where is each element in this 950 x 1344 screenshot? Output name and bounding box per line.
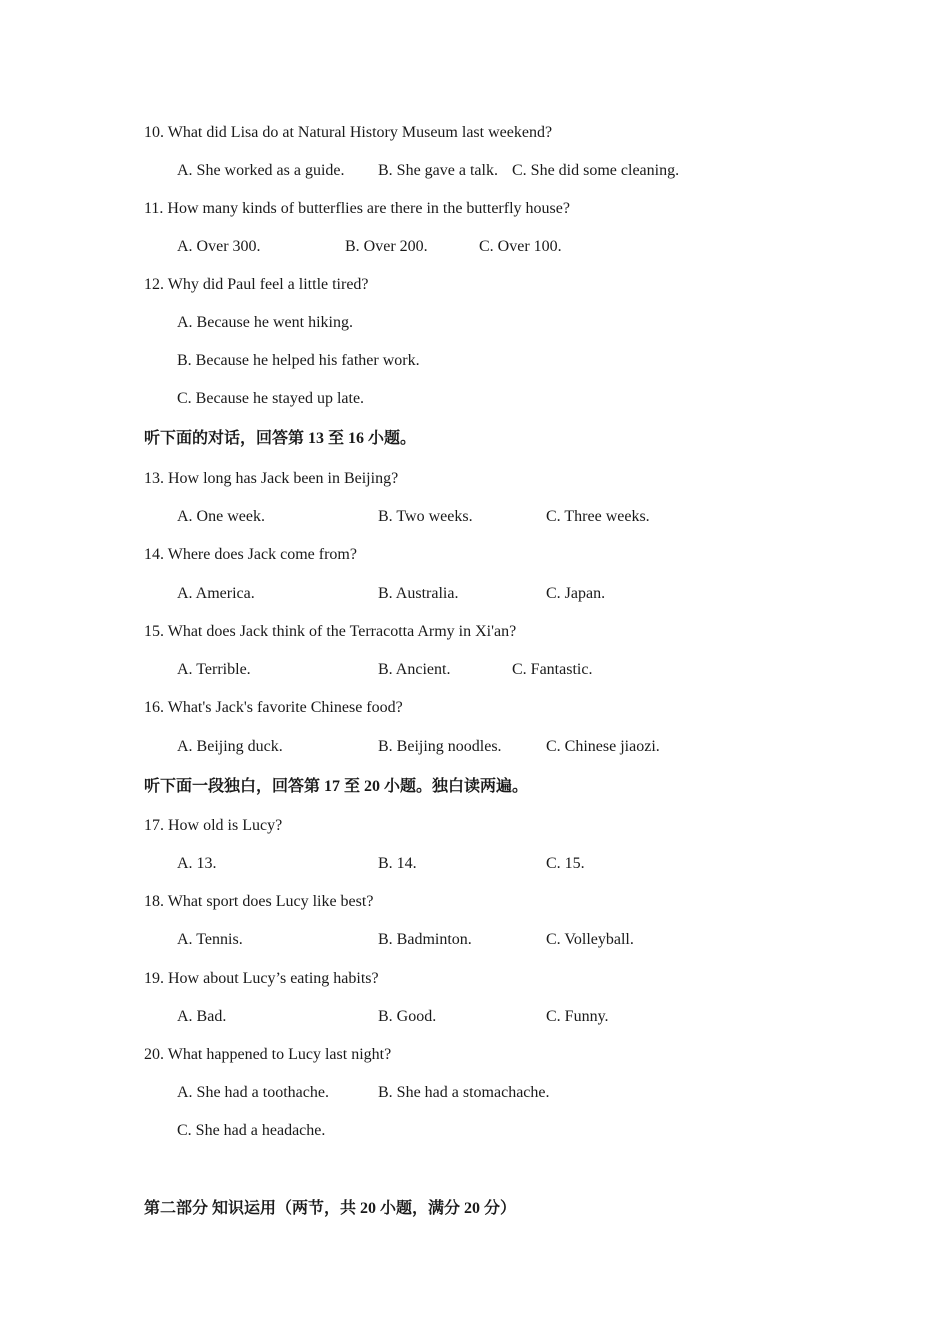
question-stem: 17. How old is Lucy? bbox=[144, 817, 283, 834]
option-c: C. She did some cleaning. bbox=[512, 162, 680, 179]
option-b: B. Beijing noodles. bbox=[378, 738, 502, 755]
question-12 bbox=[0, 275, 950, 295]
option-b: B. Over 200. bbox=[345, 238, 428, 255]
question-10 bbox=[0, 123, 950, 143]
question-11 bbox=[0, 199, 950, 219]
option-a: A. One week. bbox=[177, 508, 265, 525]
option-a: A. America. bbox=[177, 585, 255, 602]
option-c: C. Three weeks. bbox=[546, 508, 650, 525]
question-13 bbox=[0, 469, 950, 489]
instruction-dialogue bbox=[0, 429, 950, 449]
question-stem: 19. How about Lucy’s eating habits? bbox=[144, 970, 379, 987]
option-c: C. Because he stayed up late. bbox=[177, 390, 365, 407]
question-stem: 11. How many kinds of butterflies are there in the butterfly house? bbox=[144, 200, 570, 217]
question-11-options bbox=[0, 237, 950, 257]
option-b: B. 14. bbox=[378, 855, 417, 872]
question-20 bbox=[0, 1045, 950, 1065]
question-stem: 13. How long has Jack been in Beijing? bbox=[144, 470, 399, 487]
option-c: C. Chinese jiaozi. bbox=[546, 738, 660, 755]
part-2-heading-row bbox=[0, 1199, 950, 1219]
option-b: B. She had a stomachache. bbox=[378, 1084, 550, 1101]
section-instruction: 听下面的对话，回答第 13 至 16 小题。 bbox=[144, 430, 417, 447]
option-c: C. Funny. bbox=[546, 1008, 609, 1025]
question-16-options bbox=[0, 737, 950, 757]
option-c: C. 15. bbox=[546, 855, 585, 872]
option-b: B. She gave a talk. bbox=[378, 162, 498, 179]
question-18 bbox=[0, 892, 950, 912]
option-c: C. She had a headache. bbox=[177, 1122, 326, 1139]
question-14-options bbox=[0, 584, 950, 604]
question-19 bbox=[0, 969, 950, 989]
option-b: B. Because he helped his father work. bbox=[177, 352, 420, 369]
option-a: A. 13. bbox=[177, 855, 217, 872]
question-20-option-c-row bbox=[0, 1121, 950, 1141]
question-stem: 20. What happened to Lucy last night? bbox=[144, 1046, 392, 1063]
question-15 bbox=[0, 622, 950, 642]
question-12-option-b-row bbox=[0, 351, 950, 371]
question-16 bbox=[0, 698, 950, 718]
question-17 bbox=[0, 816, 950, 836]
section-instruction: 听下面一段独白，回答第 17 至 20 小题。独白读两遍。 bbox=[144, 778, 529, 795]
question-stem: 16. What's Jack's favorite Chinese food? bbox=[144, 699, 403, 716]
option-a: A. Because he went hiking. bbox=[177, 314, 353, 331]
option-b: B. Australia. bbox=[378, 585, 459, 602]
option-b: B. Two weeks. bbox=[378, 508, 473, 525]
question-stem: 15. What does Jack think of the Terracotta Army in Xi'an? bbox=[144, 623, 517, 640]
option-b: B. Ancient. bbox=[378, 661, 451, 678]
question-stem: 14. Where does Jack come from? bbox=[144, 546, 357, 563]
question-stem: 18. What sport does Lucy like best? bbox=[144, 893, 374, 910]
question-19-options bbox=[0, 1007, 950, 1027]
option-c: C. Japan. bbox=[546, 585, 606, 602]
option-a: A. She had a toothache. bbox=[177, 1084, 329, 1101]
question-stem: 12. Why did Paul feel a little tired? bbox=[144, 276, 369, 293]
question-12-option-a-row bbox=[0, 313, 950, 333]
question-10-options bbox=[0, 161, 950, 181]
option-b: B. Good. bbox=[378, 1008, 437, 1025]
question-13-options bbox=[0, 507, 950, 527]
question-20-options bbox=[0, 1083, 950, 1103]
part-heading: 第二部分 知识运用（两节，共 20 小题，满分 20 分） bbox=[144, 1200, 517, 1217]
option-a: A. Tennis. bbox=[177, 931, 243, 948]
option-c: C. Over 100. bbox=[479, 238, 562, 255]
question-18-options bbox=[0, 930, 950, 950]
question-17-options bbox=[0, 854, 950, 874]
question-stem: 10. What did Lisa do at Natural History Museum last weekend? bbox=[144, 124, 553, 141]
option-a: A. Beijing duck. bbox=[177, 738, 283, 755]
option-a: A. Bad. bbox=[177, 1008, 227, 1025]
question-14 bbox=[0, 545, 950, 565]
question-12-option-c-row bbox=[0, 389, 950, 409]
option-b: B. Badminton. bbox=[378, 931, 472, 948]
instruction-monologue bbox=[0, 777, 950, 797]
option-a: A. Terrible. bbox=[177, 661, 251, 678]
option-c: C. Fantastic. bbox=[512, 661, 593, 678]
option-a: A. Over 300. bbox=[177, 238, 261, 255]
option-c: C. Volleyball. bbox=[546, 931, 634, 948]
question-15-options bbox=[0, 660, 950, 680]
option-a: A. She worked as a guide. bbox=[177, 162, 345, 179]
